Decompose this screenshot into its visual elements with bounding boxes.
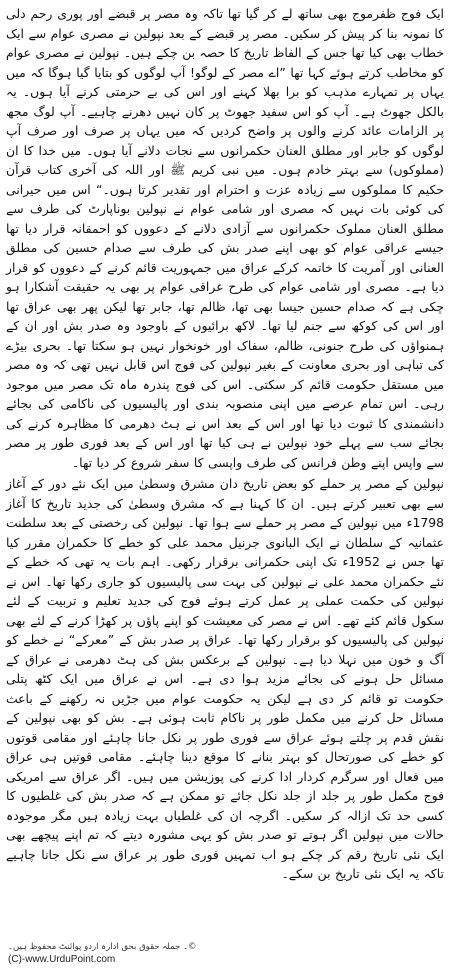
site-credit: (C)-www.UrduPoint.com [8,954,116,965]
article-body [6,4,444,884]
copyright-notice: ©۔ جملہ حقوق بحق ادارہ اردو پوائنٹ محفوظ ہیں۔ [8,942,197,952]
page-footer [8,941,444,966]
article-paragraph: نپولین کے مصر پر حملے کو بعض تاریخ دان مشرق وسطیٰ میں ایک نئے دور کے آغاز سے بھی تعبیر کرتے ہیں۔ ان کا کہنا ہے کہ مشرق وسطیٰ کی جدید تاریخ کا آغاز 1798ء میں نپولین کے مصر پر حملے سے ہوا تھا۔ نپولین کی رخصتی کے بعد سلطنت عثمانیہ کے سلطان نے ایک البانوی جرنیل محمد علی کو خطے کا حکمران مقرر کیا تھا جس نے 1952ء تک اپنی حکمرانی برقرار رکھی۔ اہم بات یہ تھی کہ خطے کے نئے حکمران محمد علی نے نپولین کی بہت سی پالیسیوں کو جاری رکھا تھا۔ اس نے نپولین کی حکمت عملی پر عمل کرتے ہوئے فوج کی جدید تعلیم و تربیت کے لئے سکول قائم کئے تھے۔ اس نے مصر کی معیشت کو اپنے پاؤں پر کھڑا کرنے کے لئے بھی نپولین کی پالیسیوں کو برقرار رکھا تھا۔ عراق پر صدر بش کے ”معرکے“ نے خطے کو آگ و خون میں نہلا دیا ہے۔ نپولین کے برعکس بش کی ہٹ دھرمی نے عراق کے مسائل حل ہونے کی بجائے مزید ہوا دی ہے۔ اس نے عراق میں ایک کٹھ پتلی حکومت تو قائم کر دی ہے لیکن یہ حکومت عوام میں جڑیں نہ رکھنے کے باعث مسائل حل کرنے میں مکمل طور پر ناکام ثابت ہوئی ہے۔ بش کو بھی نپولین کے نقش قدم پر چلتے ہوئے عراق سے فوری طور پر نکل جانا چاہئے اور مقامی قوتوں کو خطے کی صورتحال کو بہتر بنانے کا موقع دینا چاہئے۔ مقامی قوتیں ہی عراق میں فعال اور سرگرم کردار ادا کرنے کی پوزیشن میں ہیں۔ اگر عراق سے امریکی فوج مکمل طور پر جلد از جلد نکل جائے تو ممکن ہے کہ صدر بش کی غلطیوں کا کسی حد تک ازالہ کر سکیں۔ اگرچہ ان کی غلطیاں بہت زیادہ ہیں مگر موجودہ حالات میں نپولین اگر ہوتے تو صدر بش کو یہی مشورہ دیتے کہ تم اپنے پیچھے بھی ایک نئی تاریخ رقم کر چکے ہو اب تمہیں فوری طور پر عراق سے نکل جانا چاہیے تاکہ یہ ایک نئی تاریخ بن سکے۔ [6,476,444,881]
article-paragraph: ایک فوج ظفرموج بھی ساتھ لے کر گیا تھا تاکہ وہ مصر پر قبضے اور پوری رحم دلی کا نمونہ بنا کر پیش کر سکیں۔ مصر پر قبضے کے بعد نپولین نے مصری عوام سے ایک خطاب بھی کیا تھا جس کے الفاظ تاریخ کا حصہ بن چکے ہیں۔ نپولین نے مصری عوام کو مخاطب کرتے ہوئے کہا تھا ”اے مصر کے لوگو! آپ لوگوں کو بتایا گیا ہوگا کہ میں یہاں پر تمہارے مذہب کو برا بھلا کہنے اور اس کی بے حرمتی کرنے آیا ہوں۔ یہ بالکل جھوٹ ہے۔ آپ کو اس سفید جھوٹ پر کان نہیں دھرنے چاہیے۔ آپ لوگ مجھ پر الزامات عائد کرنے والوں پر واضح کردیں کہ میں یہاں پر صرف اور صرف آپ لوگوں کو جابر اور مطلق العنان حکمرانوں سے نجات دلانے آیا ہوں۔ میں خدا کا ان (مملوکوں) سے بہتر خادم ہوں۔ میں نبی کریم ﷺ اور اللہ کی آخری کتاب قرآن حکیم کا مملوکوں سے زیادہ عزت و احترام اور تقدیر کرتا ہوں۔“ اس میں حیرانی کی کوئی بات نہیں کہ مصری اور شامی عوام نے نپولین بوناپارٹ کی طرف سے مطلق العنان مملوک حکمرانوں سے آزادی دلانے کے دعووں کو احمقانہ قرار دیا تھا جیسے عراقی عوام کو بھی اپنے صدر بش کی طرف سے صدام حسین کی مطلق العنانی اور آمریت کا خاتمہ کرکے عراق میں جمہوریت قائم کرنے کے دعووں کو قرار دیا ہے۔ مصری اور شامی عوام کی طرح عراقی عوام پر بھی یہ حقیقت آشکارا ہو چکی ہے کہ صدام حسین جیسا بھی تھا، ظالم تھا، جابر تھا لیکن پھر بھی عراق تھا اور اس کی کوکھ سے جنم لیا تھا۔ لاکھ برائیوں کے باوجود وہ صدر بش اور ان کے ہمنواؤں کی طرح جنونی، ظالم، سفاک اور خونخوار نہیں ہو سکتا تھا۔ بحری بیڑے کی تباہی اور بحری معاونت کے بغیر نپولین کی فوج اس قابل نہیں تھی کہ وہ مصر میں مستقل حکومت قائم کر سکتی۔ اس کی فوج پندرہ ماہ تک مصر میں موجود رہی۔ اس تمام عرصے میں اپنی منصوبہ بندی اور پالیسیوں کی ناکامی کی بجائے دانشمندی کا ثبوت دیا تھا اور اس کے بعد اس نے ہٹ دھرمی کا مظاہرہ کرنے کی بجائے سب سے پہلے خود نپولین نے ہی کیا تھا اور اس کے بعد فوری طور پر مصر سے واپس اپنے وطن فرانس کی طرف واپسی کا سفر شروع کر دیا تھا۔ [6,6,444,470]
